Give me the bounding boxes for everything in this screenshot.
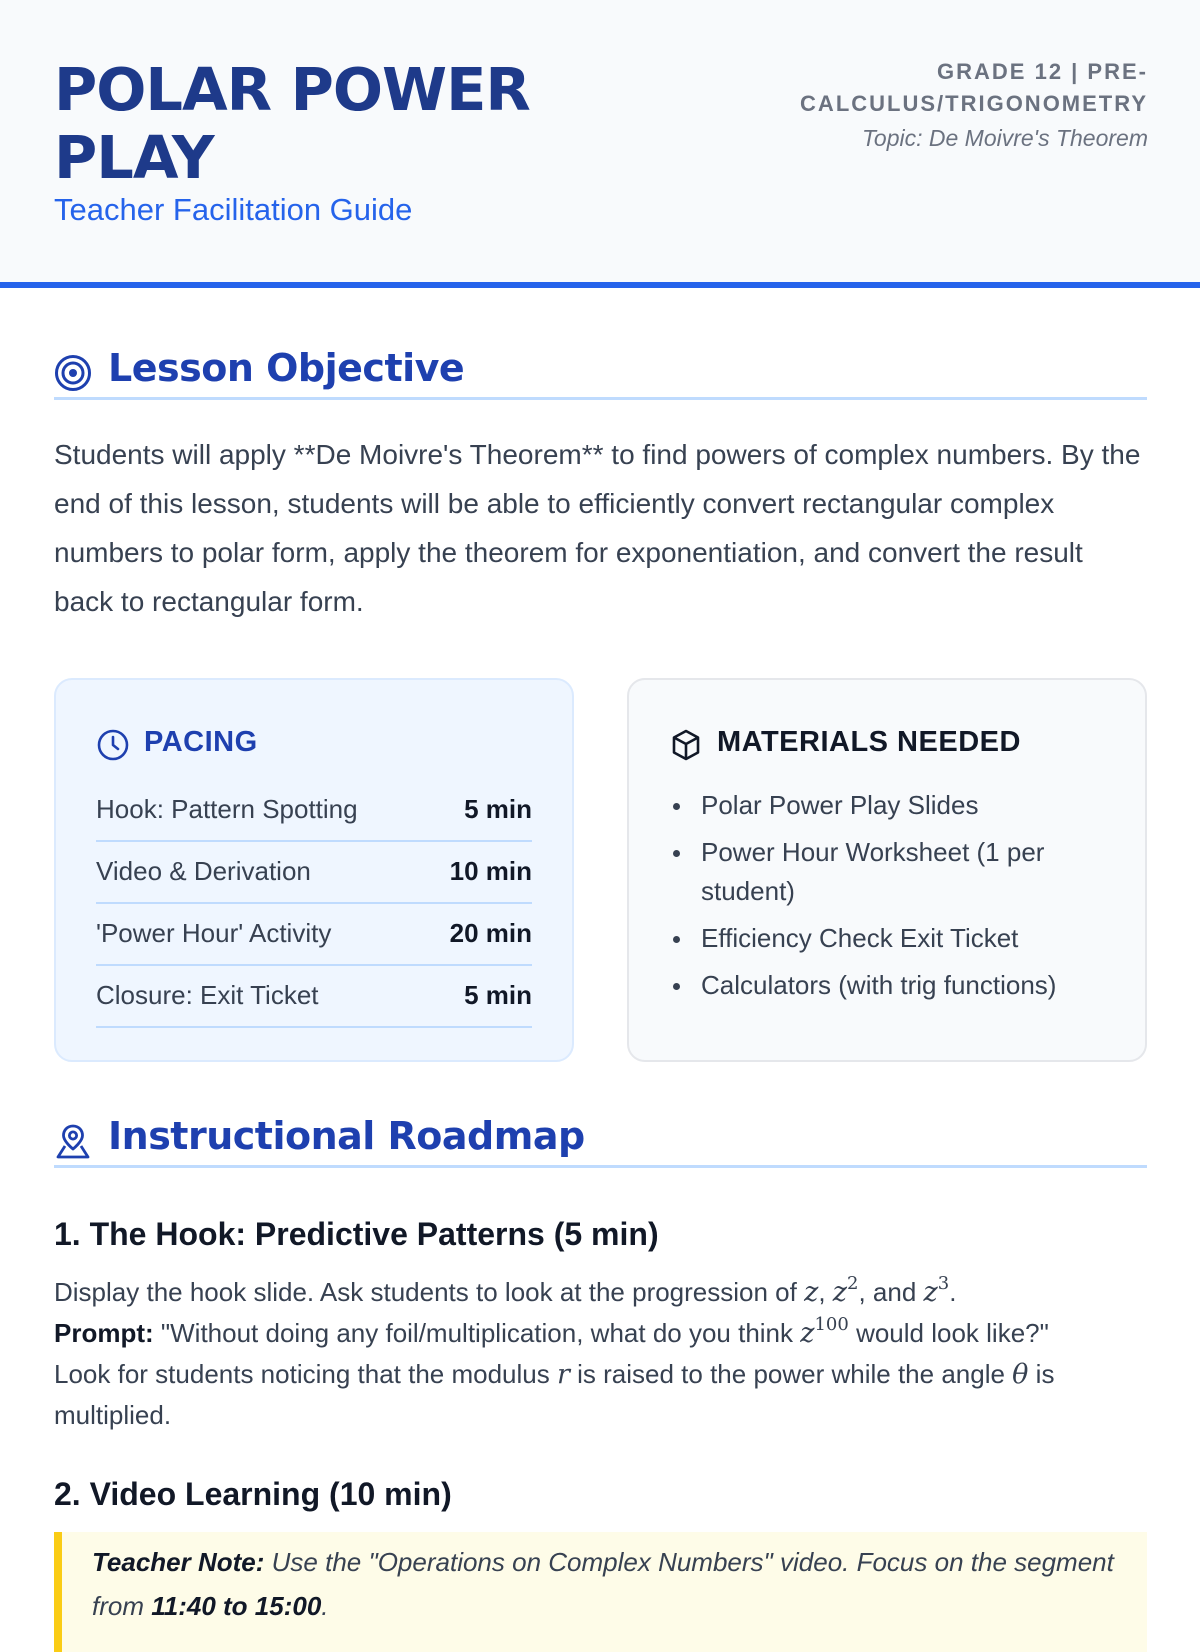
math-z-cubed bbox=[923, 1273, 950, 1308]
pacing-activity: Closure: Exit Ticket bbox=[96, 980, 319, 1010]
note-end: . bbox=[321, 1591, 329, 1621]
pacing-duration: 10 min bbox=[449, 856, 532, 886]
page-subtitle: Teacher Facilitation Guide bbox=[54, 192, 413, 227]
roadmap-heading bbox=[54, 1112, 1147, 1168]
prompt-label: Prompt: bbox=[54, 1318, 154, 1348]
materials-card bbox=[627, 678, 1147, 1062]
box-icon bbox=[669, 728, 703, 762]
pacing-card bbox=[54, 678, 574, 1062]
pacing-activity: 'Power Hour' Activity bbox=[96, 918, 332, 948]
pacing-list bbox=[96, 780, 532, 1028]
math-z-squared bbox=[832, 1273, 859, 1308]
list-item: Efficiency Check Exit Ticket bbox=[701, 919, 1121, 958]
separator: , bbox=[818, 1277, 833, 1307]
pacing-duration: 5 min bbox=[464, 794, 532, 824]
roadmap-heading-text: Instructional Roadmap bbox=[108, 1114, 585, 1158]
map-pin-icon bbox=[54, 1122, 92, 1160]
list-item: Calculators (with trig functions) bbox=[701, 966, 1121, 1005]
list-item: Power Hour Worksheet (1 per student) bbox=[701, 833, 1121, 911]
note-text: Use the "Operations on Complex Numbers" video. Focus on the segment from bbox=[92, 1547, 1114, 1621]
math-z-100 bbox=[800, 1314, 849, 1349]
topic-label: Topic: De Moivre's Theorem bbox=[861, 125, 1148, 151]
separator: , and bbox=[858, 1277, 924, 1307]
pacing-activity: Hook: Pattern Spotting bbox=[96, 794, 358, 824]
pacing-row bbox=[96, 966, 532, 1028]
math-z: z bbox=[804, 1277, 819, 1308]
math-exponent: 3 bbox=[937, 1273, 950, 1294]
math-exponent: 2 bbox=[847, 1273, 859, 1294]
math-base: z bbox=[800, 1318, 815, 1349]
step-1-body bbox=[54, 1272, 1154, 1435]
pacing-row bbox=[96, 904, 532, 966]
step-2-title: 2. Video Learning (10 min) bbox=[54, 1476, 452, 1512]
pacing-duration: 20 min bbox=[449, 918, 532, 948]
prompt-text: would look like?" bbox=[848, 1318, 1049, 1348]
step-1-title: 1. The Hook: Predictive Patterns (5 min) bbox=[54, 1216, 659, 1252]
lesson-meta bbox=[728, 56, 1148, 156]
page-header bbox=[0, 0, 1200, 288]
target-icon bbox=[54, 354, 92, 392]
objective-heading-text: Lesson Objective bbox=[108, 346, 465, 390]
teacher-note bbox=[54, 1532, 1147, 1652]
pacing-row bbox=[96, 780, 532, 842]
pacing-heading: PACING bbox=[144, 726, 258, 758]
note-label: Teacher Note: bbox=[92, 1547, 265, 1577]
sentence-end: . bbox=[949, 1277, 957, 1307]
list-item: Polar Power Play Slides bbox=[701, 786, 1121, 825]
teacher-note-text bbox=[92, 1540, 1132, 1628]
math-base: z bbox=[923, 1277, 938, 1308]
grade-label: GRADE 12 | PRE-CALCULUS/TRIGONOMETRY bbox=[800, 59, 1148, 116]
prompt-text: "Without doing any foil/multiplication, what do you think bbox=[153, 1318, 801, 1348]
pacing-duration: 5 min bbox=[464, 980, 532, 1010]
page-title: POLAR POWER PLAY bbox=[54, 55, 530, 192]
math-theta: θ bbox=[1012, 1359, 1029, 1390]
pacing-row bbox=[96, 842, 532, 904]
math-exponent: 100 bbox=[814, 1314, 849, 1335]
materials-list bbox=[701, 786, 1121, 1013]
step-1-text: Look for students noticing that the modulus bbox=[54, 1359, 557, 1389]
materials-heading: MATERIALS NEEDED bbox=[717, 726, 1021, 758]
math-base: z bbox=[832, 1277, 848, 1308]
note-time: 11:40 to 15:00 bbox=[151, 1591, 322, 1621]
step-1-text: is multiplied. bbox=[54, 1359, 1055, 1430]
pacing-activity: Video & Derivation bbox=[96, 856, 311, 886]
clock-icon bbox=[96, 728, 130, 762]
math-r: r bbox=[556, 1359, 570, 1390]
step-1-text: Display the hook slide. Ask students to look at the progression of bbox=[54, 1277, 805, 1307]
objective-text: Students will apply **De Moivre's Theorem** to find powers of complex numbers. By the end of this lesson, students will be able to efficiently convert rectangular complex numbers to polar form, apply the theorem for exponentiation, and convert the result back to rectangular form. bbox=[54, 439, 1141, 617]
step-1-text: is raised to the power while the angle bbox=[569, 1359, 1013, 1389]
objective-heading bbox=[54, 344, 1147, 400]
